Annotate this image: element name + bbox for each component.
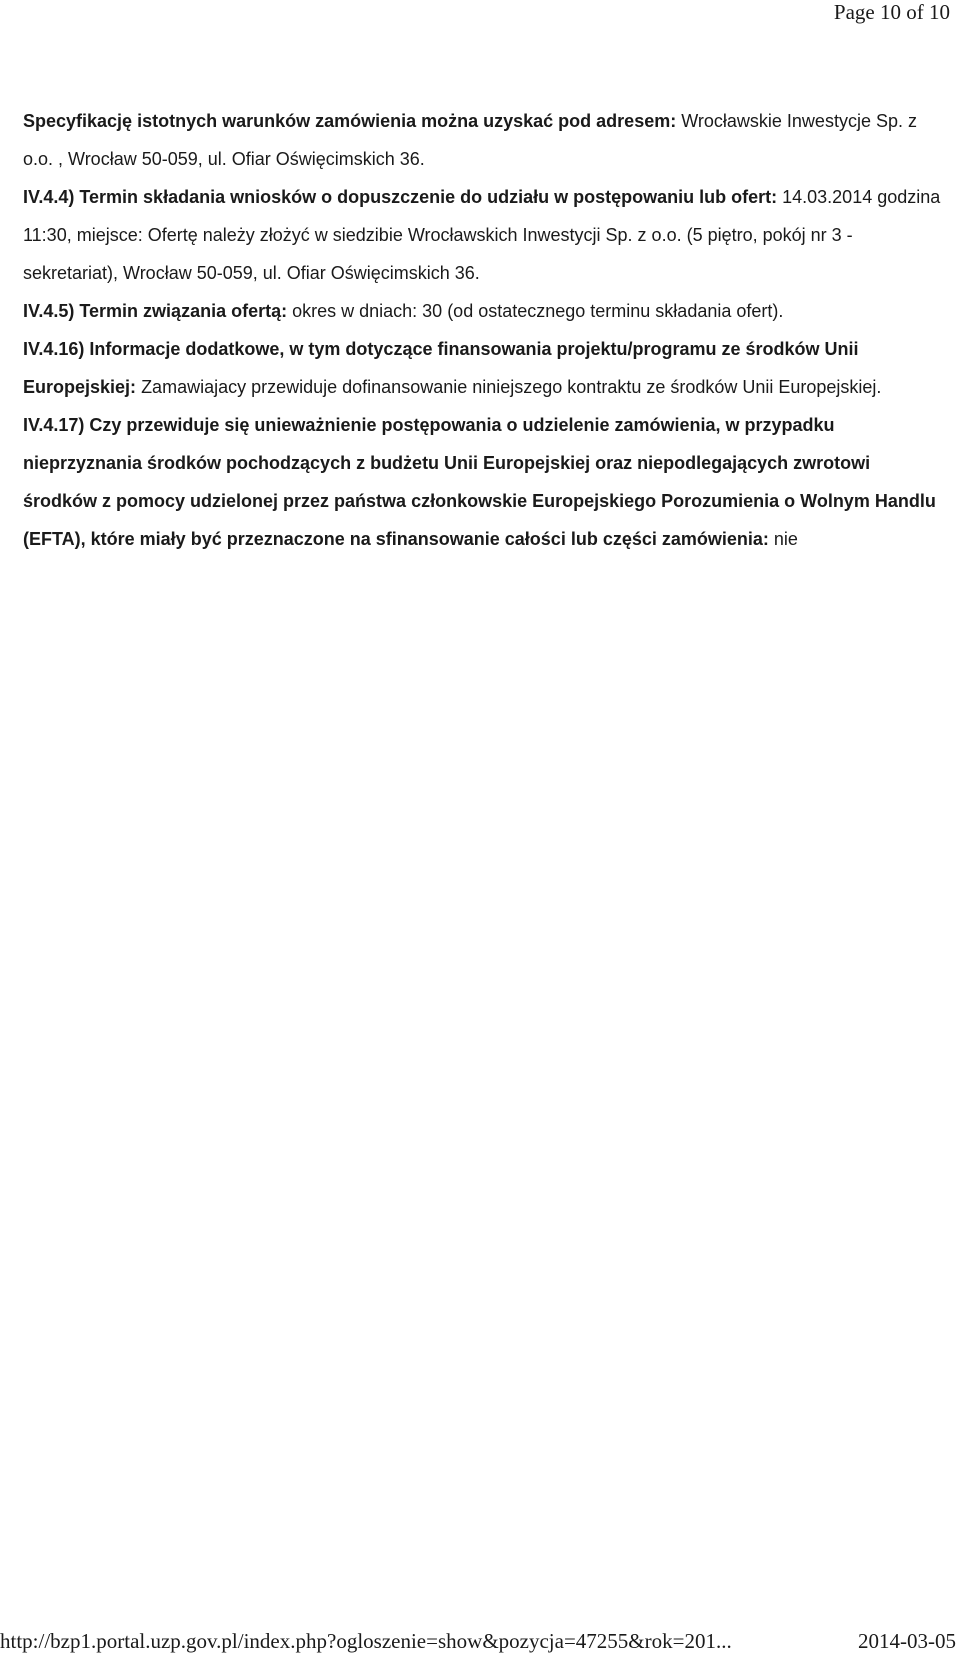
- section-iv-4-16: [23, 330, 943, 406]
- section-label: Specyfikację istotnych warunków zamówienia można uzyskać pod adresem:: [23, 111, 677, 131]
- footer-date: 2014-03-05: [858, 1629, 956, 1653]
- section-specification-address: [23, 102, 943, 178]
- footer-url: http://bzp1.portal.uzp.gov.pl/index.php?ogloszenie=show&pozycja=47255&rok=201...: [0, 1629, 732, 1653]
- section-label: IV.4.17) Czy przewiduje się unieważnienie postępowania o udzielenie zamówienia, w przypadku nieprzyznania środków pochodzących z budżetu Unii Europejskiej oraz niepodlegających zwrotowi środków z pomocy udzielonej przez państwa członkowskie Europejskiego Porozumienia o Wolnym Handlu (EFTA), które miały być przeznaczone na sfinansowanie całości lub części zamówienia:: [23, 415, 936, 549]
- section-text: 14.03.2014 godzina 11:30, miejsce: Ofertę należy złożyć w siedzibie Wrocławskich Inwestycji Sp. z o.o. (5 piętro, pokój nr 3 - sekretariat), Wrocław 50-059, ul. Ofiar Oświęcimskich 36.: [23, 187, 941, 283]
- section-text: Zamawiajacy przewiduje dofinansowanie niniejszego kontraktu ze środków Unii Europejskiej.: [141, 377, 882, 397]
- page-number-header: Page 10 of 10: [833, 0, 950, 24]
- section-label: IV.4.5) Termin związania ofertą:: [23, 301, 288, 321]
- section-label: IV.4.4) Termin składania wniosków o dopuszczenie do udziału w postępowaniu lub ofert:: [23, 187, 778, 207]
- document-body: [23, 102, 943, 558]
- section-text: okres w dniach: 30 (od ostatecznego terminu składania ofert).: [292, 301, 784, 321]
- section-iv-4-5: [23, 292, 943, 330]
- section-iv-4-4: [23, 178, 943, 292]
- section-label: IV.4.16) Informacje dodatkowe, w tym dotyczące finansowania projektu/programu ze środków Unii Europejskiej:: [23, 339, 859, 397]
- page-footer: [0, 1628, 960, 1654]
- section-text: nie: [773, 529, 798, 549]
- section-text: Wrocławskie Inwestycje Sp. z o.o. , Wrocław 50-059, ul. Ofiar Oświęcimskich 36.: [23, 111, 917, 169]
- section-iv-4-17: [23, 406, 943, 558]
